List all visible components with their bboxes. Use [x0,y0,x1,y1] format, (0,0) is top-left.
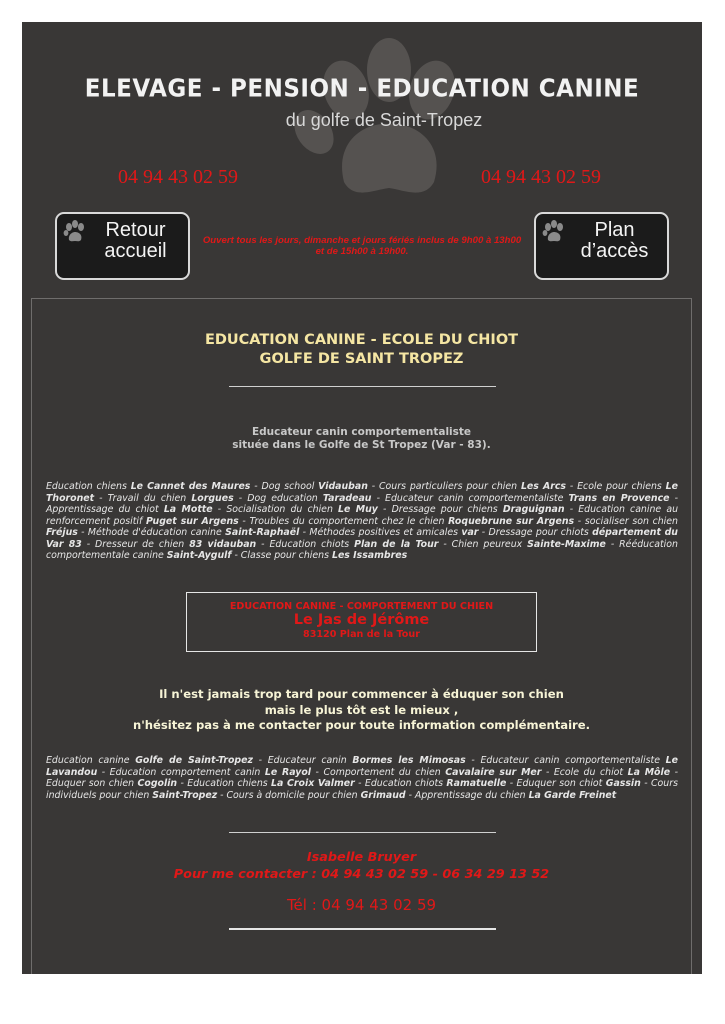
keyword-text: - Ecole du chiot [541,766,628,778]
place-name: La Croix Valmer [271,778,355,789]
keyword-text: - Classe pour chiens [231,550,332,561]
business-box [186,592,537,652]
keyword-text: Education chiens [46,481,131,492]
keyword-text: - Education canine au renforcement positif [46,504,679,527]
business-name: Le Jas de Jérôme [293,612,430,628]
page-title-line2: GOLFE DE SAINT TROPEZ [259,351,464,367]
page-panel [22,22,702,974]
home-button-line2: accueil [104,240,167,262]
opening-hours: Ouvert tous les jours, dimanche et jours fériés inclus de 9h00 à 13h00 et de 15h00 à 19h00. [202,235,522,257]
place-name: Grimaud [360,789,406,801]
keyword-text: - Comportement du chien [311,766,446,778]
divider [229,928,496,930]
contact-phones[interactable]: Pour me contacter : 04 94 43 02 59 - 06 34 29 13 52 [173,867,550,882]
keyword-text: - Education chiots [256,538,355,550]
place-name: Le Rayol [264,766,312,778]
keyword-text: - Chien peureux [438,538,528,550]
place-name: Lorgues [191,492,234,504]
place-name: Les Arcs [520,481,567,492]
intro-text [32,426,691,452]
place-name: Draguignan [502,504,565,515]
place-name: Saint-Raphaël [225,527,300,538]
site-title: ELEVAGE - PENSION - EDUCATION CANINE [84,74,640,104]
place-name: Le Thoronet [46,481,678,504]
keyword-text: - Education chiots [354,778,447,789]
place-name: Plan de la Tour [354,538,439,550]
keyword-text: - Education chiens [177,778,272,789]
phone-number-left[interactable]: 04 94 43 02 59 [118,166,238,188]
contact-block [32,849,691,883]
place-name: Gassin [605,778,641,789]
place-name: Les Issambres [331,550,408,561]
place-name: Roquebrune sur Argens [448,515,575,527]
business-city: 83120 Plan de la Tour [303,629,420,640]
place-name: La Garde Freinet [528,789,617,801]
keyword-text: - socialiser son chien [574,515,678,527]
keyword-text: - Méthode d'éducation canine [77,527,226,538]
keyword-text: - Educateur canin comportementaliste [465,755,666,766]
message-text [32,687,691,734]
home-button-label [87,220,184,262]
keywords-paragraph-1 [46,481,678,562]
keyword-text: - Education comportement canin [97,766,265,778]
header [22,22,702,292]
place-name: 83 vidauban [189,538,257,550]
keyword-text: - Dog education [233,492,323,504]
keyword-text: - Dog school [250,481,319,492]
place-name: Le Muy [338,504,378,515]
place-name: Cogolin [137,778,178,789]
phone-number-right[interactable]: 04 94 43 02 59 [481,166,601,188]
home-button-line1: Retour [105,219,166,241]
keyword-text: - Cours particuliers pour chien [367,481,521,492]
place-name: Sainte-Maxime [527,538,606,550]
keyword-text: - Travail du chien [94,492,192,504]
page-title [32,331,691,369]
place-name: Vidauban [318,481,368,492]
keyword-text: - Ecole pour chiens [566,481,666,492]
keyword-text: - Eduquer son chiot [506,778,606,789]
keyword-text: - Socialisation du chien [212,504,339,515]
intro-line1: Educateur canin comportementaliste [251,426,472,438]
place-name: Ramatuelle [446,778,507,789]
paw-icon [62,219,88,243]
keyword-text: - Cours individuels pour chien [46,778,678,801]
place-name: La Môle [627,766,671,778]
divider [229,832,496,833]
message-line1: Il n'est jamais trop tard pour commencer à éduquer son chien [159,687,564,701]
tel-line[interactable]: Tél : 04 94 43 02 59 [286,896,437,914]
keyword-text: - Dressage pour chiens [377,504,503,515]
place-name: Golfe de Saint-Tropez [135,755,253,766]
place-name: Puget sur Argens [145,515,239,527]
keyword-text: - Méthodes positives et amicales [299,527,462,538]
keyword-text: - Cours à domicile pour chien [217,789,361,801]
access-button-label [566,220,663,262]
message-line2: mais le plus tôt est le mieux , [264,702,459,717]
place-name: La Motte [163,504,213,515]
place-name: Le Cannet des Maures [130,481,251,492]
place-name: Cavalaire sur Mer [445,766,542,778]
site-subtitle: du golfe de Saint-Tropez [285,110,483,130]
place-name: Saint-Aygulf [166,550,232,561]
home-button[interactable] [55,212,190,280]
divider [229,386,496,387]
keyword-text: - Educateur canin [252,755,353,766]
keyword-text: - Troubles du comportement chez le chien [238,515,449,527]
keyword-text: Education canine [46,755,136,766]
keyword-text: - Rééducation comportementale canine [46,538,678,561]
keyword-text: - Dresseur de chien [81,538,190,550]
paw-icon [541,219,567,243]
message-line3: n'hésitez pas à me contacter pour toute information complémentaire. [132,718,591,732]
intro-line2: située dans le Golfe de St Tropez (Var - 83). [232,439,491,451]
keyword-text: - Dressage pour chiots [478,527,593,538]
access-button-line1: Plan [594,219,635,241]
keyword-text: - Educateur canin comportementaliste [371,492,569,504]
keyword-text: - Apprentissage du chien [405,789,529,801]
access-map-button[interactable] [534,212,669,280]
place-name: Taradeau [322,492,372,504]
page-title-line1: EDUCATION CANINE - ECOLE DU CHIOT [204,332,519,348]
place-name: Fréjus [46,527,78,538]
content-box [31,298,692,974]
place-name: Bormes les Mimosas [352,755,466,766]
place-name: var [461,527,479,538]
keywords-paragraph-2 [46,755,678,801]
place-name: Le Lavandou [46,755,679,778]
keyword-text: - Eduquer son chien [46,766,678,789]
place-name: Trans en Provence [568,492,670,504]
place-name: département du Var 83 [46,527,678,550]
place-name: Saint-Tropez [152,789,218,801]
keyword-text: - Apprentissage du chiot [46,492,678,515]
access-button-line2: d’accès [580,240,649,262]
business-label: EDUCATION CANINE - COMPORTEMENT DU CHIEN [229,601,494,612]
contact-name: Isabelle Bruyer [306,850,417,865]
